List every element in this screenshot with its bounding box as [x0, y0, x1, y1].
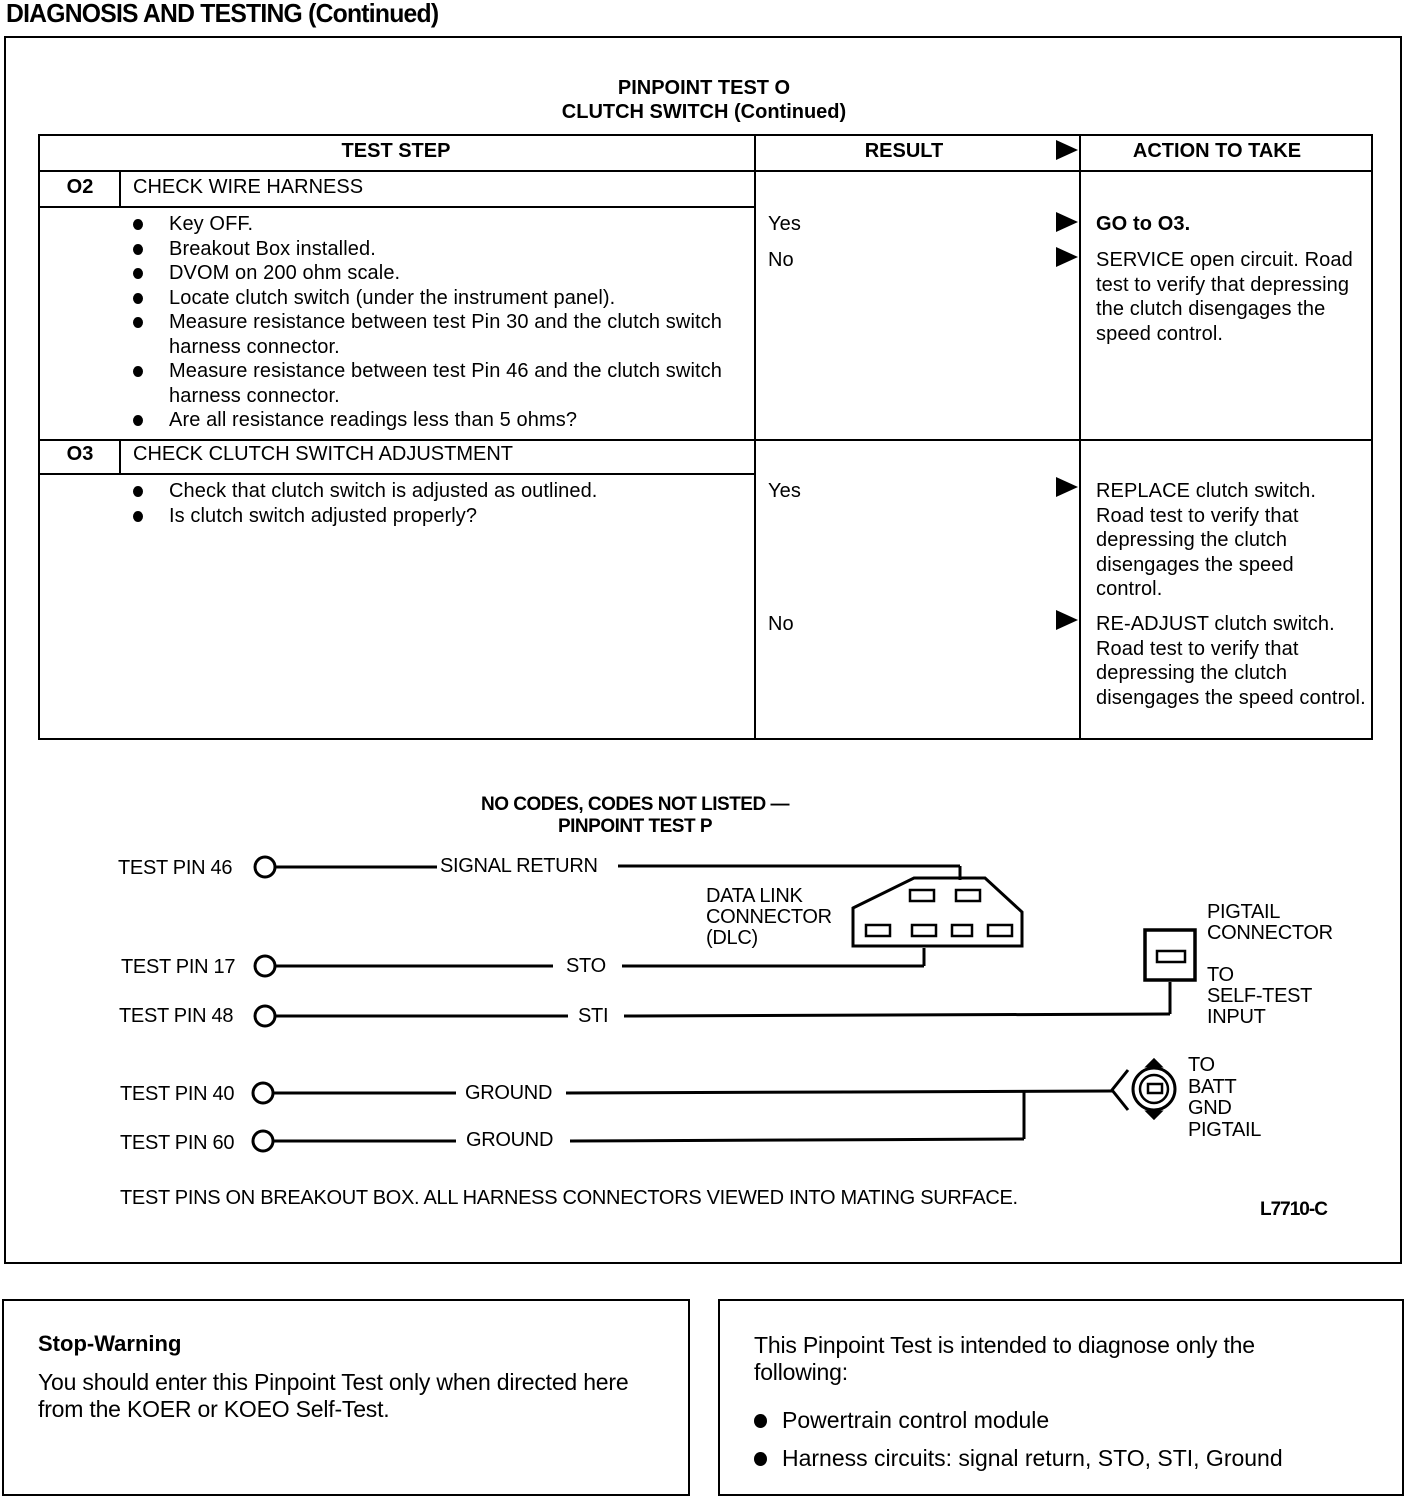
test-scope-list	[754, 1401, 1394, 1477]
pinpoint-test-title: PINPOINT TEST O	[617, 77, 791, 99]
result-no: No	[768, 249, 794, 271]
diagram-footnote: TEST PINS ON BREAKOUT BOX. ALL HARNESS CONNECTORS VIEWED INTO MATING SURFACE.	[120, 1187, 1018, 1209]
stop-warning-text: You should enter this Pinpoint Test only when directed here from the KOER or KOEO Self-Test.	[38, 1369, 629, 1422]
test-scope-box	[718, 1299, 1404, 1496]
action-go-to-o3: GO to O3.	[1096, 213, 1191, 235]
step-title: CHECK CLUTCH SWITCH ADJUSTMENT	[133, 443, 514, 465]
ground-label: GROUND	[465, 1082, 553, 1104]
test-pin-17-label: TEST PIN 17	[121, 956, 236, 978]
step-number: O3	[66, 443, 94, 465]
ground-label: GROUND	[466, 1129, 554, 1151]
result-yes: Yes	[768, 213, 801, 235]
instruction-item: Is clutch switch adjusted properly?	[133, 504, 733, 529]
test-pin-60-icon	[253, 1131, 273, 1151]
stop-warning-heading: Stop-Warning	[38, 1331, 182, 1356]
action-service-open-circuit: SERVICE open circuit. Road test to verify that depressing the clutch disengages the speed control.	[1096, 249, 1353, 345]
sto-label: STO	[566, 955, 606, 977]
instruction-item: Key OFF.	[133, 212, 733, 237]
step-number: O2	[66, 176, 94, 198]
test-scope-item: Powertrain control module	[754, 1401, 1394, 1439]
header-test-step: TEST STEP	[341, 140, 451, 162]
pigtail-connector-label: PIGTAIL CONNECTOR	[1207, 901, 1333, 944]
diagram-title: NO CODES, CODES NOT LISTED —	[481, 794, 789, 815]
instruction-item: Measure resistance between test Pin 46 and the clutch switch harness connector.	[133, 359, 733, 408]
stop-warning-box	[2, 1299, 690, 1496]
header-result: RESULT	[864, 140, 944, 162]
test-pin-46-icon	[255, 857, 275, 877]
header-action: ACTION TO TAKE	[1132, 140, 1302, 162]
test-scope-item: Harness circuits: signal return, STO, STI, Ground	[754, 1439, 1394, 1477]
instruction-item: Are all resistance readings less than 5 ohms?	[133, 408, 733, 433]
action-replace-clutch-switch: REPLACE clutch switch. Road test to verify that depressing the clutch disengages the speed control.	[1096, 480, 1317, 600]
page-title: DIAGNOSIS AND TESTING (Continued)	[6, 0, 439, 28]
figure-id: L7710-C	[1260, 1199, 1327, 1220]
instruction-item: Measure resistance between test Pin 30 and the clutch switch harness connector.	[133, 310, 733, 359]
pigtail-connector-icon	[1145, 930, 1195, 980]
test-pin-40-label: TEST PIN 40	[120, 1083, 235, 1105]
step-title: CHECK WIRE HARNESS	[133, 176, 364, 198]
diagram-subtitle: PINPOINT TEST P	[557, 816, 713, 837]
pinpoint-test-subtitle: CLUTCH SWITCH (Continued)	[561, 101, 847, 123]
test-pin-17-icon	[255, 956, 275, 976]
instruction-item: Breakout Box installed.	[133, 237, 733, 262]
test-pin-40-icon	[253, 1083, 273, 1103]
instruction-item: Locate clutch switch (under the instrument panel).	[133, 286, 733, 311]
action-readjust-clutch-switch: RE-ADJUST clutch switch. Road test to verify that depressing the clutch disengages the speed control.	[1096, 613, 1366, 709]
test-pin-46-label: TEST PIN 46	[118, 857, 233, 879]
result-yes: Yes	[768, 480, 801, 502]
test-pin-60-label: TEST PIN 60	[120, 1132, 235, 1154]
batt-gnd-pigtail-label: TO BATT GND PIGTAIL	[1188, 1054, 1262, 1141]
test-pin-48-icon	[255, 1006, 275, 1026]
signal-return-label: SIGNAL RETURN	[440, 855, 598, 877]
instruction-item: DVOM on 200 ohm scale.	[133, 261, 733, 286]
self-test-input-label: TO SELF-TEST INPUT	[1207, 964, 1313, 1028]
sti-label: STI	[578, 1005, 609, 1027]
result-no: No	[768, 613, 794, 635]
dlc-label: DATA LINK CONNECTOR (DLC)	[706, 885, 832, 949]
test-scope-intro: This Pinpoint Test is intended to diagnose only the following:	[754, 1332, 1255, 1385]
test-pin-48-label: TEST PIN 48	[119, 1005, 234, 1027]
instruction-item: Check that clutch switch is adjusted as outlined.	[133, 479, 733, 504]
